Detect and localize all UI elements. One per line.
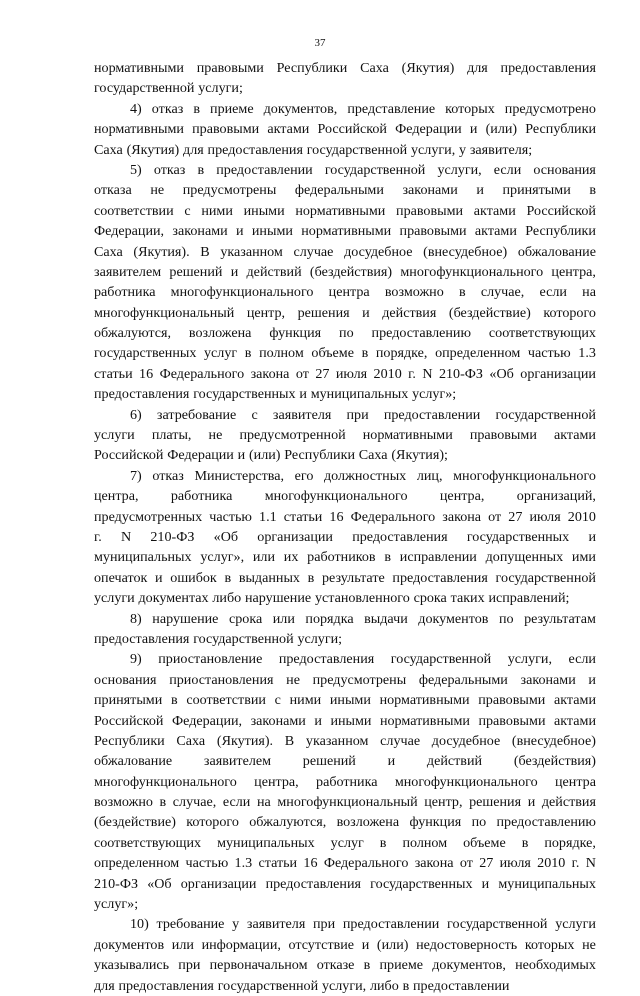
- text-line: г. N 210-ФЗ «Об организации предоставления государственных и: [94, 528, 596, 545]
- text-line: услуги платы, не предусмотренной нормативными правовыми актами: [94, 427, 596, 444]
- text-line: обжалование заявителем решений и действий (бездействия): [94, 753, 596, 770]
- text-line: центра, работника многофункционального центра, организаций,: [94, 488, 596, 505]
- text-line: возможно в случае, если на многофункциональный центр, решения и действия: [94, 794, 596, 811]
- text-line: муниципальных услуг», или их работников в исправлении допущенных ими: [94, 549, 596, 566]
- text-line: 210-ФЗ «Об организации предоставления государственных и муниципальных: [94, 875, 596, 892]
- text-line: работника многофункционального центра возможно в случае, если на: [94, 284, 596, 301]
- text-line: документов или информации, отсутствие и (или) недостоверность которых не: [94, 936, 596, 953]
- text-line: предоставления государственных и муниципальных услуг»;: [94, 386, 457, 403]
- text-line: соответствии с ними иными нормативными правовыми актами Российской: [94, 202, 596, 219]
- document-body: [94, 58, 596, 996]
- text-line: Российской Федерации, законами и иными нормативными правовыми актами: [94, 712, 596, 729]
- text-line: государственных услуг в полном объеме в порядке, определенном частью 1.3: [94, 345, 596, 362]
- text-line: 9) приостановление предоставления государственной услуги, если: [130, 651, 596, 668]
- text-line: Федерации, законами и иными нормативными правовыми актами Республики: [94, 223, 596, 240]
- text-line: многофункциональный центр, решения и действия (бездействие) которого: [94, 304, 596, 321]
- text-line: многофункционального центра, работника многофункционального центра: [94, 773, 596, 790]
- text-line: основания приостановления не предусмотрены федеральными законами и: [94, 671, 596, 688]
- text-line: 4) отказ в приеме документов, представление которых предусмотрено: [130, 100, 596, 117]
- text-line: указывались при первоначальном отказе в приеме документов, необходимых: [94, 957, 596, 974]
- text-line: (бездействие) которого обжалуются, возложена функция по предоставлению: [94, 814, 596, 831]
- text-line: 5) отказ в предоставлении государственной услуги, если основания: [130, 161, 596, 178]
- text-line: Российской Федерации и (или) Республики Саха (Якутия);: [94, 447, 448, 464]
- text-line: заявителем решений и действий (бездействия) многофункционального центра,: [94, 263, 596, 280]
- text-line: отказа не предусмотрены федеральными законами и принятыми в: [94, 182, 596, 199]
- text-line: государственной услуги;: [94, 80, 243, 97]
- text-line: Саха (Якутия). В указанном случае досудебное (внесудебное) обжалование: [94, 243, 596, 260]
- text-line: 7) отказ Министерства, его должностных лиц, многофункционального: [130, 467, 596, 484]
- text-line: нормативными правовыми Республики Саха (Якутия) для предоставления: [94, 60, 596, 76]
- text-line: соответствующих муниципальных услуг в полном объеме в порядке,: [94, 834, 596, 851]
- text-line: опечаток и ошибок в выданных в результате предоставления государственной: [94, 569, 596, 586]
- text-line: услуги документах либо нарушение установленного срока таких исправлений;: [94, 590, 570, 607]
- text-line: 10) требование у заявителя при предоставлении государственной услуги: [130, 916, 596, 933]
- text-line: принятыми в соответствии с ними иными нормативными правовыми актами: [94, 692, 596, 709]
- text-line: предусмотренных частью 1.1 статьи 16 Федерального закона от 27 июля 2010: [94, 508, 596, 525]
- page-number: 37: [314, 37, 326, 49]
- text-line: Республики Саха (Якутия). В указанном случае досудебное (внесудебное): [94, 732, 596, 749]
- text-line: Саха (Якутия) для предоставления государственной услуги, у заявителя;: [94, 141, 533, 158]
- text-line: нормативными правовыми актами Российской Федерации и (или) Республики: [94, 121, 596, 138]
- text-line: определенном частью 1.3 статьи 16 Федерального закона от 27 июля 2010 г. N: [94, 855, 596, 872]
- text-line: обжалуются, возложена функция по предоставлению соответствующих: [94, 325, 596, 342]
- text-line: статьи 16 Федерального закона от 27 июля 2010 г. N 210-ФЗ «Об организации: [94, 365, 596, 382]
- text-line: 8) нарушение срока или порядка выдачи документов по результатам: [130, 610, 596, 627]
- text-line: для предоставления государственной услуги, либо в предоставлении: [94, 977, 510, 994]
- text-line: предоставления государственной услуги;: [94, 630, 343, 647]
- text-line: 6) затребование с заявителя при предоставлении государственной: [130, 406, 596, 423]
- text-line: услуг»;: [94, 896, 139, 913]
